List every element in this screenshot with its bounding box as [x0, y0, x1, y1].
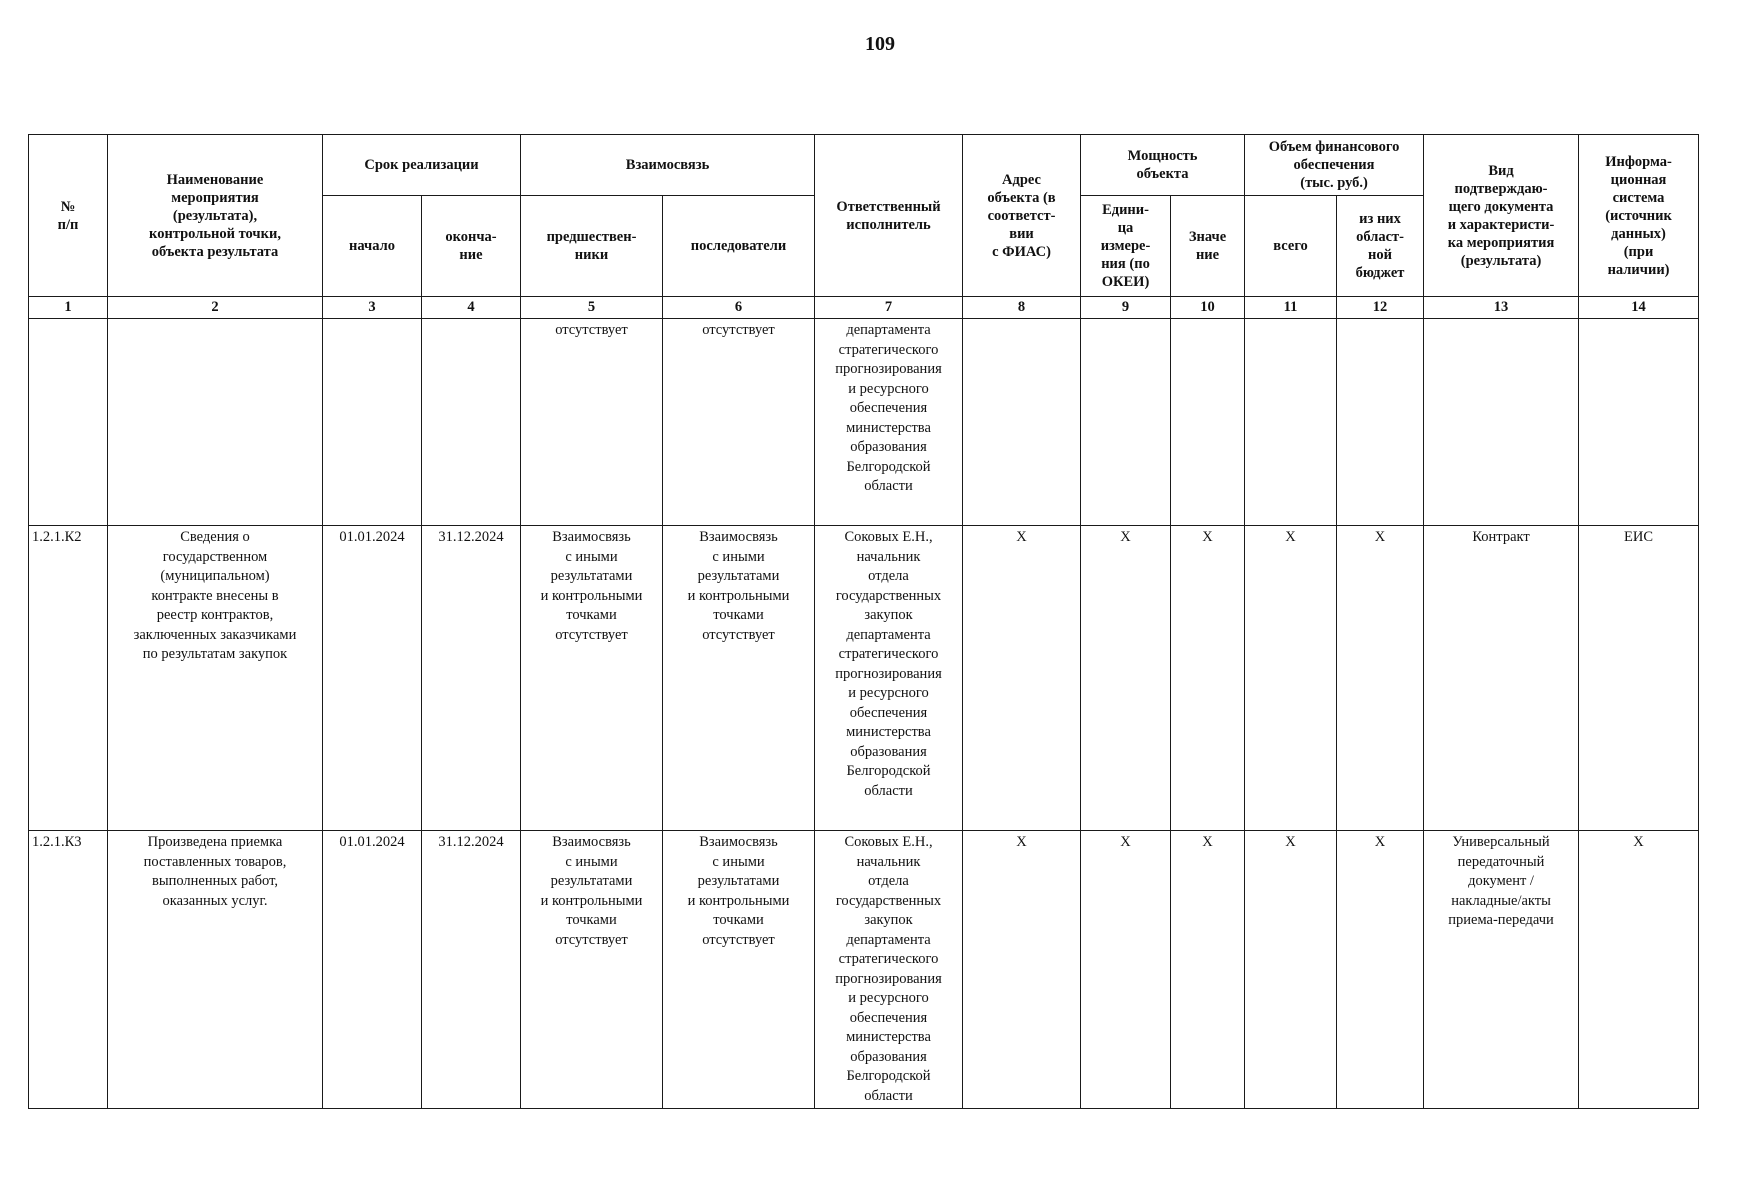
- cell-id: 1.2.1.К3: [29, 831, 108, 1109]
- column-number: 5: [521, 297, 663, 319]
- cell-document-type: Контракт: [1424, 526, 1579, 831]
- plan-table: [28, 134, 1699, 1109]
- column-number: 7: [815, 297, 963, 319]
- cell-responsible: Соковых Е.Н., начальник отдела государственных закупок департамента стратегического прогнозирования и ресурсного обеспечения министерства образования Белгородской области: [815, 831, 963, 1109]
- cell-name: [108, 319, 323, 526]
- cell-successors: Взаимосвязь с иными результатами и контрольными точками отсутствует: [663, 831, 815, 1109]
- header-name: Наименование мероприятия (результата), контрольной точки, объекта результата: [108, 135, 323, 297]
- column-number: 12: [1337, 297, 1424, 319]
- cell-info-system: [1579, 319, 1699, 526]
- cell-value: X: [1171, 526, 1245, 831]
- header-total: всего: [1245, 196, 1337, 297]
- header-finance-group: Объем финансового обеспечения (тыс. руб.): [1245, 135, 1424, 196]
- cell-id: 1.2.1.К2: [29, 526, 108, 831]
- cell-predecessors: Взаимосвязь с иными результатами и контрольными точками отсутствует: [521, 831, 663, 1109]
- cell-name: Произведена приемка поставленных товаров, выполненных работ, оказанных услуг.: [108, 831, 323, 1109]
- column-number: 14: [1579, 297, 1699, 319]
- cell-address: [963, 319, 1081, 526]
- table-row: [29, 831, 1699, 1109]
- cell-total: X: [1245, 831, 1337, 1109]
- column-number-row: [29, 297, 1699, 319]
- column-number: 4: [422, 297, 521, 319]
- column-number: 3: [323, 297, 422, 319]
- header-successors: последователи: [663, 196, 815, 297]
- cell-end: 31.12.2024: [422, 526, 521, 831]
- cell-successors: Взаимосвязь с иными результатами и контрольными точками отсутствует: [663, 526, 815, 831]
- cell-regional-budget: X: [1337, 831, 1424, 1109]
- header-term-group: Срок реализации: [323, 135, 521, 196]
- cell-document-type: [1424, 319, 1579, 526]
- cell-unit: X: [1081, 526, 1171, 831]
- cell-id: [29, 319, 108, 526]
- cell-name: Сведения о государственном (муниципальном) контракте внесены в реестр контрактов, заключенных заказчиками по результатам закупок: [108, 526, 323, 831]
- cell-value: [1171, 319, 1245, 526]
- column-number: 10: [1171, 297, 1245, 319]
- header-predecessors: предшествен- ники: [521, 196, 663, 297]
- cell-regional-budget: [1337, 319, 1424, 526]
- cell-responsible: департамента стратегического прогнозирования и ресурсного обеспечения министерства образования Белгородской области: [815, 319, 963, 526]
- header-capacity-group: Мощность объекта: [1081, 135, 1245, 196]
- cell-address: X: [963, 831, 1081, 1109]
- header-responsible: Ответственный исполнитель: [815, 135, 963, 297]
- column-number: 9: [1081, 297, 1171, 319]
- cell-end: [422, 319, 521, 526]
- cell-predecessors: отсутствует: [521, 319, 663, 526]
- cell-address: X: [963, 526, 1081, 831]
- header-end: оконча- ние: [422, 196, 521, 297]
- column-number: 6: [663, 297, 815, 319]
- column-number: 11: [1245, 297, 1337, 319]
- cell-start: 01.01.2024: [323, 526, 422, 831]
- header-value: Значе ние: [1171, 196, 1245, 297]
- page-number: 109: [865, 33, 895, 55]
- column-number: 1: [29, 297, 108, 319]
- column-number: 8: [963, 297, 1081, 319]
- cell-predecessors: Взаимосвязь с иными результатами и контрольными точками отсутствует: [521, 526, 663, 831]
- cell-regional-budget: X: [1337, 526, 1424, 831]
- cell-start: 01.01.2024: [323, 831, 422, 1109]
- cell-total: [1245, 319, 1337, 526]
- cell-start: [323, 319, 422, 526]
- header-num: № п/п: [29, 135, 108, 297]
- cell-total: X: [1245, 526, 1337, 831]
- cell-document-type: Универсальный передаточный документ / накладные/акты приема-передачи: [1424, 831, 1579, 1109]
- table-body: [29, 319, 1699, 1109]
- table-header: [29, 135, 1699, 319]
- column-number: 13: [1424, 297, 1579, 319]
- header-info-system: Информа- ционная система (источник данных) (при наличии): [1579, 135, 1699, 297]
- cell-info-system: X: [1579, 831, 1699, 1109]
- header-link-group: Взаимосвязь: [521, 135, 815, 196]
- cell-value: X: [1171, 831, 1245, 1109]
- header-start: начало: [323, 196, 422, 297]
- cell-successors: отсутствует: [663, 319, 815, 526]
- header-document-type: Вид подтверждаю- щего документа и характеристи- ка мероприятия (результата): [1424, 135, 1579, 297]
- table-row: [29, 319, 1699, 526]
- header-address: Адрес объекта (в соответст- вии с ФИАС): [963, 135, 1081, 297]
- cell-end: 31.12.2024: [422, 831, 521, 1109]
- cell-unit: [1081, 319, 1171, 526]
- header-regional-budget: из них област- ной бюджет: [1337, 196, 1424, 297]
- cell-responsible: Соковых Е.Н., начальник отдела государственных закупок департамента стратегического прогнозирования и ресурсного обеспечения министерства образования Белгородской области: [815, 526, 963, 831]
- cell-info-system: ЕИС: [1579, 526, 1699, 831]
- header-unit: Едини- ца измере- ния (по ОКЕИ): [1081, 196, 1171, 297]
- table-row: [29, 526, 1699, 831]
- cell-unit: X: [1081, 831, 1171, 1109]
- column-number: 2: [108, 297, 323, 319]
